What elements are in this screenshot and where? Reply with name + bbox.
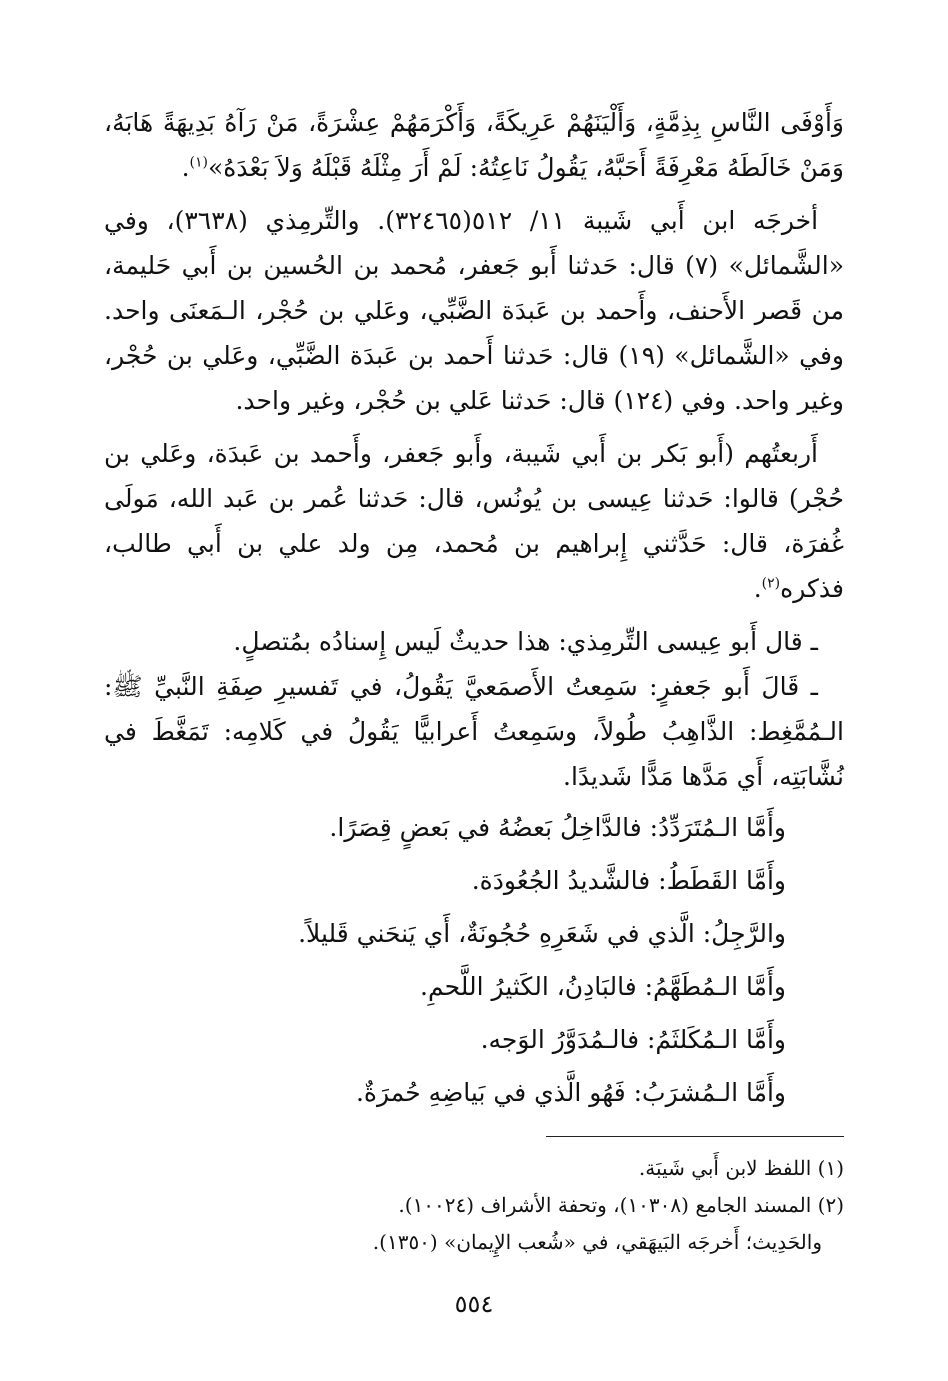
paragraph-5: ـ قَالَ أَبو جَعفرٍ: سَمِعتُ الأَصمَعيَّ يَقُولُ، في تَفسيرِ صِفَةِ النَّبيِّ ﷺ: الـمُمَّغِط: الذَّاهِبُ طُولاً، وسَمِعتُ أَعرابيًّا يَقُولُ في كَلامِه: تَمَغَّطَ في نُشَّابَتِه، أَي مَدَّها مَدًّا شَديدًا. bbox=[104, 672, 844, 791]
paragraph-3: أَربعتُهم (أَبو بَكر بن أَبي شَيبة، وأَبو جَعفر، وأَحمد بن عَبدَة، وعَلي بن حُجْر) قالوا: حَدثنا عِيسى بن يُونُس، قال: حَدثنا عُمر بن عَبد الله، مَولَى غُفرَة، قال: حَدَّثني إِبراهيم بن مُحمد، مِن ولد علي بن أَبي طالب، فذكره$^{(٢)}$. bbox=[104, 439, 844, 603]
main-text bbox=[104, 100, 844, 1123]
footnote-separator bbox=[546, 1136, 844, 1137]
footnote-1: (١) اللفظ لابن أَبي شَيبَة. bbox=[638, 1156, 844, 1180]
paragraph-2: أخرجَه ابن أَبي شَيبة ١١/ ٥١٢(٣٢٤٦٥). والتِّرمِذي (٣٦٣٨)، وفي «الشَّمائل» (٧) قال: حَدثنا أَبو جَعفر، مُحمد بن الحُسين بن أَبي حَليمة، من قَصر الأَحنف، وأَحمد بن عَبدَة الضَّبِّي، وعَلي بن حُجْر، الـمَعنَى واحد. وفي «الشَّمائل» (١٩) قال: حَدثنا أَحمد بن عَبدَة الضَّبِّي، وعَلي بن حُجْر، وغير واحد. وفي (١٢٤) قال: حَدثنا عَلي بن حُجْر، وغير واحد. bbox=[104, 206, 844, 415]
paragraph-1-text: وَأَوْفَى النَّاسِ بِذِمَّةٍ، وَأَلْيَنَهُمْ عَرِيكَةً، وَأَكْرَمَهُمْ عِشْرَةً، مَنْ رَآهُ بَدِيهَةً هَابَهُ، وَمَنْ خَالَطَهُ مَعْرِفَةً أَحَبَّهُ، يَقُولُ نَاعِتُهُ: لَمْ أَرَ مِثْلَهُ قَبْلَهُ وَلاَ بَعْدَهُ» bbox=[104, 108, 844, 182]
definition-item: وأَمَّا القَطَطُ: فالشَّديدُ الجُعُودَة. bbox=[471, 866, 786, 895]
definition-item: وأَمَّا الـمُكَلثَمُ: فالـمُدَوَّرُ الوَجه. bbox=[480, 1025, 786, 1054]
definition-item: وأَمَّا الـمُشرَبُ: فَهُو الَّذي في بَياضِهِ حُمرَةٌ. bbox=[355, 1078, 786, 1107]
footnote-2-continuation: والحَدِيث؛ أَخرجَه البَيهَقي، في «شُعب الإِيمان» (١٣٥٠). bbox=[372, 1230, 822, 1254]
footnote-ref-2: (٢) bbox=[761, 575, 781, 592]
footnote-ref-1: (١) bbox=[189, 154, 208, 171]
definition-item: وأَمَّا الـمُتَرَدِّدُ: فالدَّاخِلُ بَعضُهُ في بَعضٍ قِصَرًا. bbox=[329, 813, 786, 842]
definition-item: والرَّجِلُ: الَّذي في شَعَرِهِ حُجُونَةٌ، أَي يَنحَني قَليلاً. bbox=[298, 919, 786, 948]
definition-item: وأَمَّا الـمُطَهَّمُ: فالبَادِنُ، الكَثيرُ اللَّحمِ. bbox=[420, 972, 786, 1001]
paragraph-4: ـ قال أَبو عِيسى التِّرمِذي: هذا حديثٌ لَيس إِسنادُه بمُتصلٍ. bbox=[233, 627, 818, 656]
footnotes bbox=[104, 1150, 844, 1261]
paragraph-1: وَأَوْفَى النَّاسِ بِذِمَّةٍ، وَأَلْيَنَهُمْ عَرِيكَةً، وَأَكْرَمَهُمْ عِشْرَةً، مَنْ رَآهُ بَدِيهَةً هَابَهُ، وَمَنْ خَالَطَهُ مَعْرِفَةً أَحَبَّهُ، يَقُولُ نَاعِتُهُ: لَمْ أَرَ مِثْلَهُ قَبْلَهُ وَلاَ بَعْدَهُ»$^{(١)}$. bbox=[104, 108, 844, 182]
page-number: ٥٥٤ bbox=[454, 1290, 494, 1318]
footnote-2: (٢) المسند الجامع (١٠٣٠٨)، وتحفة الأشراف (١٠٠٢٤). bbox=[398, 1193, 844, 1217]
paragraph-3-text: أَربعتُهم (أَبو بَكر بن أَبي شَيبة، وأَبو جَعفر، وأَحمد بن عَبدَة، وعَلي بن حُجْر) قالوا: حَدثنا عِيسى بن يُونُس، قال: حَدثنا عُمر بن عَبد الله، مَولَى غُفرَة، قال: حَدَّثني إِبراهيم بن مُحمد، مِن ولد علي بن أَبي طالب، فذكره bbox=[104, 439, 844, 603]
